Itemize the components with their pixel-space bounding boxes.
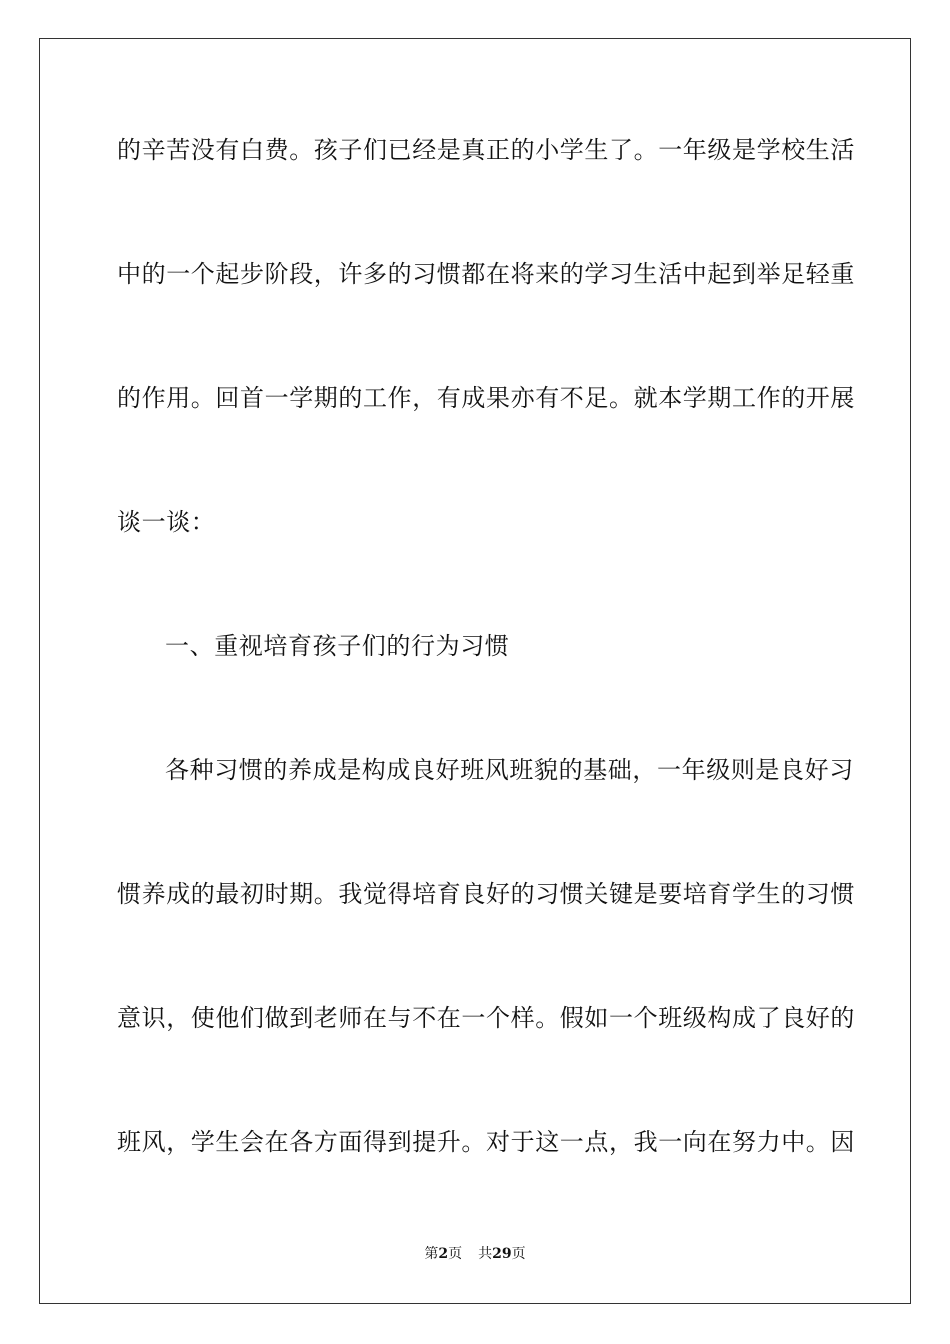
total-prefix: 共 <box>478 1246 493 1262</box>
page-number: 2 <box>438 1246 449 1262</box>
paragraph-line-7: 意识，使他们做到老师在与不在一个样。假如一个班级构成了良好的 <box>117 1004 855 1032</box>
paragraph-line-6: 惯养成的最初时期。我觉得培育良好的习惯关键是要培育学生的习惯 <box>117 880 855 908</box>
total-pages: 29 <box>492 1246 512 1262</box>
page-footer <box>0 1244 950 1264</box>
page-prefix: 第 <box>424 1246 439 1262</box>
page-border <box>39 38 911 1304</box>
paragraph-line-4: 谈一谈： <box>117 508 216 536</box>
paragraph-line-8: 班风，学生会在各方面得到提升。对于这一点，我一向在努力中。因 <box>117 1128 855 1156</box>
paragraph-line-1: 的辛苦没有白费。孩子们已经是真正的小学生了。一年级是学校生活 <box>117 136 855 164</box>
section-heading: 一、重视培育孩子们的行为习惯 <box>165 632 510 660</box>
paragraph-line-2: 中的一个起步阶段，许多的习惯都在将来的学习生活中起到举足轻重 <box>117 260 855 288</box>
total-suffix: 页 <box>511 1246 526 1262</box>
paragraph-line-3: 的作用。回首一学期的工作，有成果亦有不足。就本学期工作的开展 <box>117 384 855 412</box>
paragraph-line-5: 各种习惯的养成是构成良好班风班貌的基础，一年级则是良好习 <box>165 756 854 784</box>
page-suffix: 页 <box>448 1246 463 1262</box>
